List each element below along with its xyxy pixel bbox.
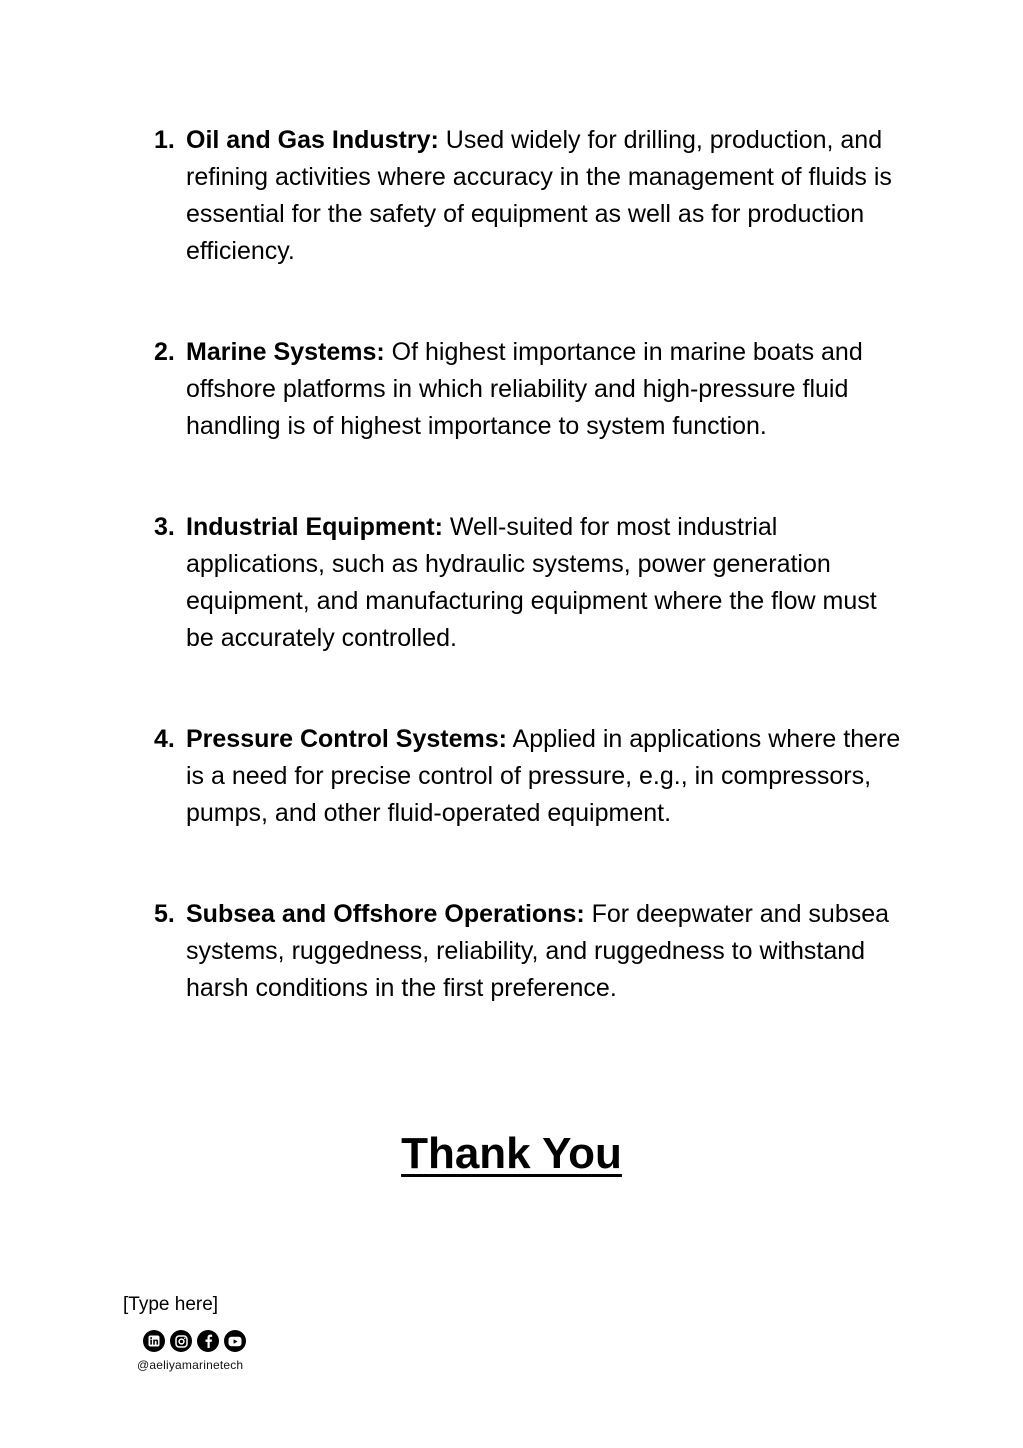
item-text: For deepwater and subsea systems, ruggedness, reliability, and ruggedness to withstand harsh conditions in the first preference. bbox=[186, 900, 890, 1002]
item-label: Pressure Control Systems: bbox=[186, 725, 507, 753]
linkedin-icon[interactable] bbox=[143, 1330, 165, 1352]
footer-placeholder[interactable]: [Type here] bbox=[123, 1294, 219, 1315]
facebook-icon[interactable] bbox=[197, 1330, 219, 1352]
instagram-icon[interactable] bbox=[170, 1330, 192, 1352]
thank-you-text: Thank You bbox=[401, 1129, 622, 1178]
thank-you-heading bbox=[0, 1124, 1023, 1184]
list-item bbox=[150, 896, 910, 1007]
item-text: Well-suited for most industrial applications, such as hydraulic systems, power generation equipment, and manufacturing equipment where the flow must be accurately controlled. bbox=[186, 513, 877, 652]
item-text: Used widely for drilling, production, and refining activities where accuracy in the management of fluids is essential for the safety of equipment as well as for production efficiency. bbox=[186, 126, 892, 265]
item-text: Of highest importance in marine boats and offshore platforms in which reliability and high-pressure fluid handling is of highest importance to system function. bbox=[186, 338, 863, 440]
item-label: Oil and Gas Industry: bbox=[186, 126, 439, 154]
item-label: Subsea and Offshore Operations: bbox=[186, 900, 585, 928]
list-item bbox=[150, 721, 910, 832]
item-label: Marine Systems: bbox=[186, 338, 385, 366]
item-number: 4. bbox=[154, 725, 175, 753]
list-item bbox=[150, 334, 910, 445]
applications-list bbox=[150, 122, 910, 1007]
item-number: 2. bbox=[154, 338, 175, 366]
item-text: Applied in applications where there is a need for precise control of pressure, e.g., in compressors, pumps, and other fluid-operated equipment. bbox=[186, 725, 901, 827]
youtube-icon[interactable] bbox=[224, 1330, 246, 1352]
social-handle[interactable]: @aeliyamarinetech bbox=[137, 1358, 244, 1372]
item-number: 5. bbox=[154, 900, 175, 928]
list-item bbox=[150, 509, 910, 657]
item-number: 3. bbox=[154, 513, 175, 541]
social-links bbox=[143, 1330, 246, 1352]
item-label: Industrial Equipment: bbox=[186, 513, 443, 541]
list-item bbox=[150, 122, 910, 270]
item-number: 1. bbox=[154, 126, 175, 154]
